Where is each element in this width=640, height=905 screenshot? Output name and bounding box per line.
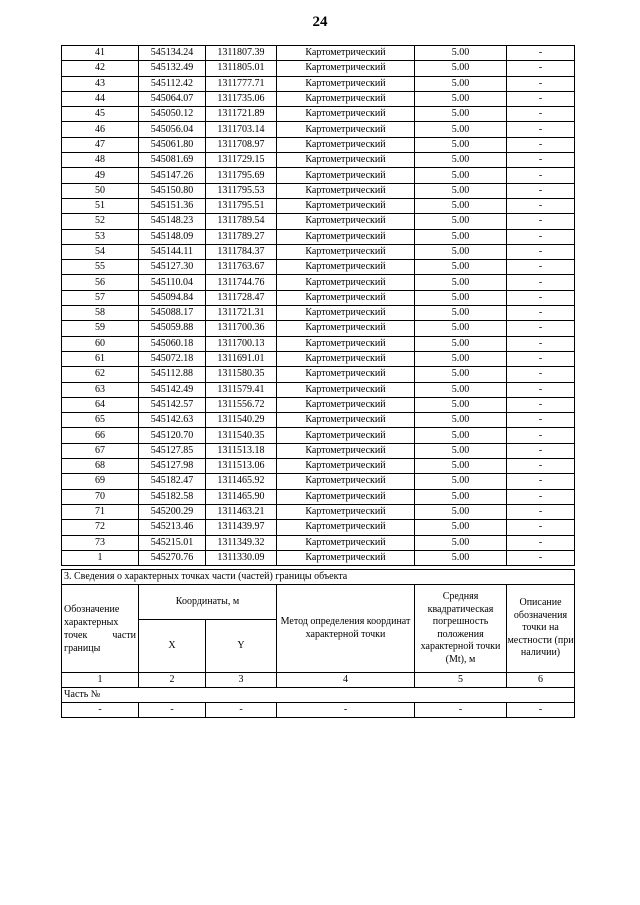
- coord-x-cell: 545060.18: [139, 336, 206, 351]
- description-cell: -: [507, 107, 575, 122]
- header-accuracy: Средняя квадратическая погрешность положения характерной точки (Mt), м: [415, 585, 507, 673]
- header-point-designation: [62, 585, 139, 673]
- coord-x-cell: 545127.30: [139, 260, 206, 275]
- description-cell: -: [507, 489, 575, 504]
- coord-x-cell: 545061.80: [139, 137, 206, 152]
- accuracy-cell: 5.00: [415, 367, 507, 382]
- point-number-cell: 56: [62, 275, 139, 290]
- point-number-cell: 67: [62, 443, 139, 458]
- header-x: X: [139, 620, 206, 673]
- method-cell: Картометрический: [277, 229, 415, 244]
- coord-y-cell: 1311721.31: [206, 306, 277, 321]
- accuracy-cell: 5.00: [415, 459, 507, 474]
- accuracy-cell: 5.00: [415, 535, 507, 550]
- table-row: [62, 336, 575, 351]
- table-row: [62, 290, 575, 305]
- description-cell: -: [507, 137, 575, 152]
- table-row: [62, 61, 575, 76]
- point-number-cell: 46: [62, 122, 139, 137]
- section-table: [61, 569, 575, 718]
- description-cell: -: [507, 275, 575, 290]
- coord-x-cell: 545120.70: [139, 428, 206, 443]
- coord-x-cell: 545112.42: [139, 76, 206, 91]
- table-row: [62, 504, 575, 519]
- accuracy-cell: 5.00: [415, 168, 507, 183]
- coord-y-cell: 1311439.97: [206, 520, 277, 535]
- empty-row: [62, 703, 575, 718]
- point-number-cell: 58: [62, 306, 139, 321]
- column-number: 2: [139, 673, 206, 688]
- table-row: [62, 244, 575, 259]
- description-cell: -: [507, 413, 575, 428]
- coord-y-cell: 1311795.69: [206, 168, 277, 183]
- description-cell: -: [507, 290, 575, 305]
- point-number-cell: 70: [62, 489, 139, 504]
- table-row: [62, 183, 575, 198]
- accuracy-cell: 5.00: [415, 91, 507, 106]
- point-number-cell: 50: [62, 183, 139, 198]
- point-number-cell: 48: [62, 153, 139, 168]
- table-row: [62, 382, 575, 397]
- coord-y-cell: 1311349.32: [206, 535, 277, 550]
- description-cell: -: [507, 183, 575, 198]
- points-table: [61, 45, 575, 566]
- point-number-cell: 68: [62, 459, 139, 474]
- coord-x-cell: 545148.23: [139, 214, 206, 229]
- accuracy-cell: 5.00: [415, 290, 507, 305]
- coord-x-cell: 545064.07: [139, 91, 206, 106]
- table-row: [62, 198, 575, 213]
- table-row: [62, 413, 575, 428]
- method-cell: Картометрический: [277, 275, 415, 290]
- method-cell: Картометрический: [277, 550, 415, 565]
- table-row: [62, 137, 575, 152]
- description-cell: -: [507, 46, 575, 61]
- point-number-cell: 1: [62, 550, 139, 565]
- accuracy-cell: 5.00: [415, 382, 507, 397]
- method-cell: Картометрический: [277, 321, 415, 336]
- coord-y-cell: 1311540.29: [206, 413, 277, 428]
- coord-y-cell: 1311700.13: [206, 336, 277, 351]
- accuracy-cell: 5.00: [415, 122, 507, 137]
- description-cell: -: [507, 535, 575, 550]
- point-number-cell: 73: [62, 535, 139, 550]
- method-cell: Картометрический: [277, 459, 415, 474]
- point-number-cell: 45: [62, 107, 139, 122]
- coord-x-cell: 545072.18: [139, 351, 206, 366]
- point-number-cell: 60: [62, 336, 139, 351]
- coord-x-cell: 545127.98: [139, 459, 206, 474]
- empty-cell: -: [507, 703, 575, 718]
- method-cell: Картометрический: [277, 183, 415, 198]
- accuracy-cell: 5.00: [415, 76, 507, 91]
- coord-x-cell: 545110.04: [139, 275, 206, 290]
- empty-cell: -: [415, 703, 507, 718]
- accuracy-cell: 5.00: [415, 413, 507, 428]
- coord-y-cell: 1311513.18: [206, 443, 277, 458]
- table-row: [62, 107, 575, 122]
- table-row: [62, 260, 575, 275]
- coord-y-cell: 1311330.09: [206, 550, 277, 565]
- coord-x-cell: 545270.76: [139, 550, 206, 565]
- accuracy-cell: 5.00: [415, 137, 507, 152]
- coord-y-cell: 1311721.89: [206, 107, 277, 122]
- coord-x-cell: 545142.57: [139, 397, 206, 412]
- coord-x-cell: 545148.09: [139, 229, 206, 244]
- column-number: 1: [62, 673, 139, 688]
- accuracy-cell: 5.00: [415, 214, 507, 229]
- coord-x-cell: 545213.46: [139, 520, 206, 535]
- description-cell: -: [507, 260, 575, 275]
- table-row: [62, 535, 575, 550]
- point-number-cell: 62: [62, 367, 139, 382]
- coord-x-cell: 545081.69: [139, 153, 206, 168]
- coord-y-cell: 1311784.37: [206, 244, 277, 259]
- description-cell: -: [507, 336, 575, 351]
- coord-y-cell: 1311735.06: [206, 91, 277, 106]
- point-number-cell: 47: [62, 137, 139, 152]
- point-number-cell: 72: [62, 520, 139, 535]
- point-number-cell: 51: [62, 198, 139, 213]
- method-cell: Картометрический: [277, 443, 415, 458]
- accuracy-cell: 5.00: [415, 520, 507, 535]
- description-cell: -: [507, 520, 575, 535]
- accuracy-cell: 5.00: [415, 550, 507, 565]
- header-point-designation-text: Обозначение характерных точек части границы: [64, 603, 136, 654]
- point-number-cell: 71: [62, 504, 139, 519]
- description-cell: -: [507, 91, 575, 106]
- table-row: [62, 367, 575, 382]
- point-number-cell: 41: [62, 46, 139, 61]
- method-cell: Картометрический: [277, 76, 415, 91]
- table-row: [62, 397, 575, 412]
- header-coordinates: Координаты, м: [139, 585, 277, 620]
- accuracy-cell: 5.00: [415, 107, 507, 122]
- description-cell: -: [507, 229, 575, 244]
- coord-y-cell: 1311795.53: [206, 183, 277, 198]
- point-number-cell: 61: [62, 351, 139, 366]
- coord-x-cell: 545150.80: [139, 183, 206, 198]
- coord-y-cell: 1311789.54: [206, 214, 277, 229]
- coord-y-cell: 1311728.47: [206, 290, 277, 305]
- point-number-cell: 57: [62, 290, 139, 305]
- accuracy-cell: 5.00: [415, 153, 507, 168]
- method-cell: Картометрический: [277, 244, 415, 259]
- method-cell: Картометрический: [277, 260, 415, 275]
- accuracy-cell: 5.00: [415, 244, 507, 259]
- table-row: [62, 550, 575, 565]
- description-cell: -: [507, 443, 575, 458]
- coord-y-cell: 1311691.01: [206, 351, 277, 366]
- point-number-cell: 64: [62, 397, 139, 412]
- coord-y-cell: 1311708.97: [206, 137, 277, 152]
- description-cell: -: [507, 367, 575, 382]
- coord-x-cell: 545050.12: [139, 107, 206, 122]
- method-cell: Картометрический: [277, 367, 415, 382]
- coord-y-cell: 1311540.35: [206, 428, 277, 443]
- point-number-cell: 42: [62, 61, 139, 76]
- accuracy-cell: 5.00: [415, 229, 507, 244]
- table-row: [62, 321, 575, 336]
- coord-x-cell: 545147.26: [139, 168, 206, 183]
- coord-y-cell: 1311795.51: [206, 198, 277, 213]
- table-row: [62, 91, 575, 106]
- method-cell: Картометрический: [277, 91, 415, 106]
- coord-y-cell: 1311556.72: [206, 397, 277, 412]
- accuracy-cell: 5.00: [415, 61, 507, 76]
- table-row: [62, 489, 575, 504]
- column-numbers-row: [62, 673, 575, 688]
- accuracy-cell: 5.00: [415, 46, 507, 61]
- method-cell: Картометрический: [277, 428, 415, 443]
- table-row: [62, 275, 575, 290]
- description-cell: -: [507, 214, 575, 229]
- accuracy-cell: 5.00: [415, 306, 507, 321]
- description-cell: -: [507, 351, 575, 366]
- empty-cell: -: [62, 703, 139, 718]
- empty-cell: -: [139, 703, 206, 718]
- method-cell: Картометрический: [277, 382, 415, 397]
- column-number: 5: [415, 673, 507, 688]
- point-number-cell: 69: [62, 474, 139, 489]
- description-cell: -: [507, 198, 575, 213]
- table-row: [62, 214, 575, 229]
- coord-x-cell: 545132.49: [139, 61, 206, 76]
- description-cell: -: [507, 504, 575, 519]
- description-cell: -: [507, 61, 575, 76]
- table-row: [62, 474, 575, 489]
- point-number-cell: 59: [62, 321, 139, 336]
- method-cell: Картометрический: [277, 61, 415, 76]
- points-table-body: [62, 46, 575, 566]
- coord-y-cell: 1311513.06: [206, 459, 277, 474]
- accuracy-cell: 5.00: [415, 489, 507, 504]
- header-description: Описание обозначения точки на местности (при наличии): [507, 585, 575, 673]
- point-number-cell: 66: [62, 428, 139, 443]
- method-cell: Картометрический: [277, 504, 415, 519]
- method-cell: Картометрический: [277, 198, 415, 213]
- coord-x-cell: 545056.04: [139, 122, 206, 137]
- method-cell: Картометрический: [277, 351, 415, 366]
- column-number: 4: [277, 673, 415, 688]
- description-cell: -: [507, 459, 575, 474]
- part-label: Часть №: [62, 688, 575, 703]
- coord-y-cell: 1311763.67: [206, 260, 277, 275]
- coord-y-cell: 1311805.01: [206, 61, 277, 76]
- table-row: [62, 443, 575, 458]
- table-row: [62, 76, 575, 91]
- coord-x-cell: 545059.88: [139, 321, 206, 336]
- coord-x-cell: 545144.11: [139, 244, 206, 259]
- coord-x-cell: 545094.84: [139, 290, 206, 305]
- point-number-cell: 65: [62, 413, 139, 428]
- table-row: [62, 153, 575, 168]
- table-row: [62, 306, 575, 321]
- method-cell: Картометрический: [277, 107, 415, 122]
- coord-y-cell: 1311463.21: [206, 504, 277, 519]
- table-row: [62, 122, 575, 137]
- description-cell: -: [507, 153, 575, 168]
- method-cell: Картометрический: [277, 168, 415, 183]
- coord-y-cell: 1311744.76: [206, 275, 277, 290]
- point-number-cell: 54: [62, 244, 139, 259]
- accuracy-cell: 5.00: [415, 183, 507, 198]
- point-number-cell: 55: [62, 260, 139, 275]
- description-cell: -: [507, 168, 575, 183]
- table-row: [62, 459, 575, 474]
- method-cell: Картометрический: [277, 214, 415, 229]
- method-cell: Картометрический: [277, 46, 415, 61]
- description-cell: -: [507, 474, 575, 489]
- coord-x-cell: 545215.01: [139, 535, 206, 550]
- accuracy-cell: 5.00: [415, 260, 507, 275]
- point-number-cell: 44: [62, 91, 139, 106]
- description-cell: -: [507, 122, 575, 137]
- point-number-cell: 52: [62, 214, 139, 229]
- coord-y-cell: 1311789.27: [206, 229, 277, 244]
- coord-x-cell: 545142.63: [139, 413, 206, 428]
- coord-x-cell: 545142.49: [139, 382, 206, 397]
- table-row: [62, 168, 575, 183]
- section-title: 3. Сведения о характерных точках части (частей) границы объекта: [62, 570, 575, 585]
- point-number-cell: 63: [62, 382, 139, 397]
- coord-y-cell: 1311703.14: [206, 122, 277, 137]
- header-y: Y: [206, 620, 277, 673]
- accuracy-cell: 5.00: [415, 443, 507, 458]
- method-cell: Картометрический: [277, 520, 415, 535]
- coord-x-cell: 545112.88: [139, 367, 206, 382]
- table-row: [62, 520, 575, 535]
- page-number: 24: [312, 14, 328, 30]
- coord-x-cell: 545200.29: [139, 504, 206, 519]
- method-cell: Картометрический: [277, 489, 415, 504]
- coord-y-cell: 1311777.71: [206, 76, 277, 91]
- method-cell: Картометрический: [277, 290, 415, 305]
- table-row: [62, 351, 575, 366]
- coord-y-cell: 1311807.39: [206, 46, 277, 61]
- accuracy-cell: 5.00: [415, 397, 507, 412]
- description-cell: -: [507, 382, 575, 397]
- accuracy-cell: 5.00: [415, 428, 507, 443]
- coord-y-cell: 1311729.15: [206, 153, 277, 168]
- accuracy-cell: 5.00: [415, 336, 507, 351]
- method-cell: Картометрический: [277, 153, 415, 168]
- coord-x-cell: 545088.17: [139, 306, 206, 321]
- coord-y-cell: 1311465.90: [206, 489, 277, 504]
- empty-cell: -: [277, 703, 415, 718]
- coord-y-cell: 1311465.92: [206, 474, 277, 489]
- description-cell: -: [507, 428, 575, 443]
- coord-y-cell: 1311579.41: [206, 382, 277, 397]
- point-number-cell: 53: [62, 229, 139, 244]
- description-cell: -: [507, 550, 575, 565]
- description-cell: -: [507, 76, 575, 91]
- accuracy-cell: 5.00: [415, 474, 507, 489]
- point-number-cell: 49: [62, 168, 139, 183]
- coord-x-cell: 545151.36: [139, 198, 206, 213]
- coord-x-cell: 545134.24: [139, 46, 206, 61]
- description-cell: -: [507, 321, 575, 336]
- table-row: [62, 46, 575, 61]
- accuracy-cell: 5.00: [415, 275, 507, 290]
- accuracy-cell: 5.00: [415, 504, 507, 519]
- header-method: Метод определения координат характерной точки: [277, 585, 415, 673]
- coord-x-cell: 545182.47: [139, 474, 206, 489]
- method-cell: Картометрический: [277, 535, 415, 550]
- coord-y-cell: 1311700.36: [206, 321, 277, 336]
- description-cell: -: [507, 306, 575, 321]
- method-cell: Картометрический: [277, 474, 415, 489]
- accuracy-cell: 5.00: [415, 321, 507, 336]
- coord-x-cell: 545182.58: [139, 489, 206, 504]
- method-cell: Картометрический: [277, 306, 415, 321]
- table-row: [62, 229, 575, 244]
- coord-x-cell: 545127.85: [139, 443, 206, 458]
- method-cell: Картометрический: [277, 413, 415, 428]
- empty-cell: -: [206, 703, 277, 718]
- point-number-cell: 43: [62, 76, 139, 91]
- column-number: 6: [507, 673, 575, 688]
- description-cell: -: [507, 397, 575, 412]
- accuracy-cell: 5.00: [415, 351, 507, 366]
- method-cell: Картометрический: [277, 397, 415, 412]
- column-number: 3: [206, 673, 277, 688]
- coord-y-cell: 1311580.35: [206, 367, 277, 382]
- description-cell: -: [507, 244, 575, 259]
- table-row: [62, 428, 575, 443]
- method-cell: Картометрический: [277, 122, 415, 137]
- method-cell: Картометрический: [277, 137, 415, 152]
- accuracy-cell: 5.00: [415, 198, 507, 213]
- method-cell: Картометрический: [277, 336, 415, 351]
